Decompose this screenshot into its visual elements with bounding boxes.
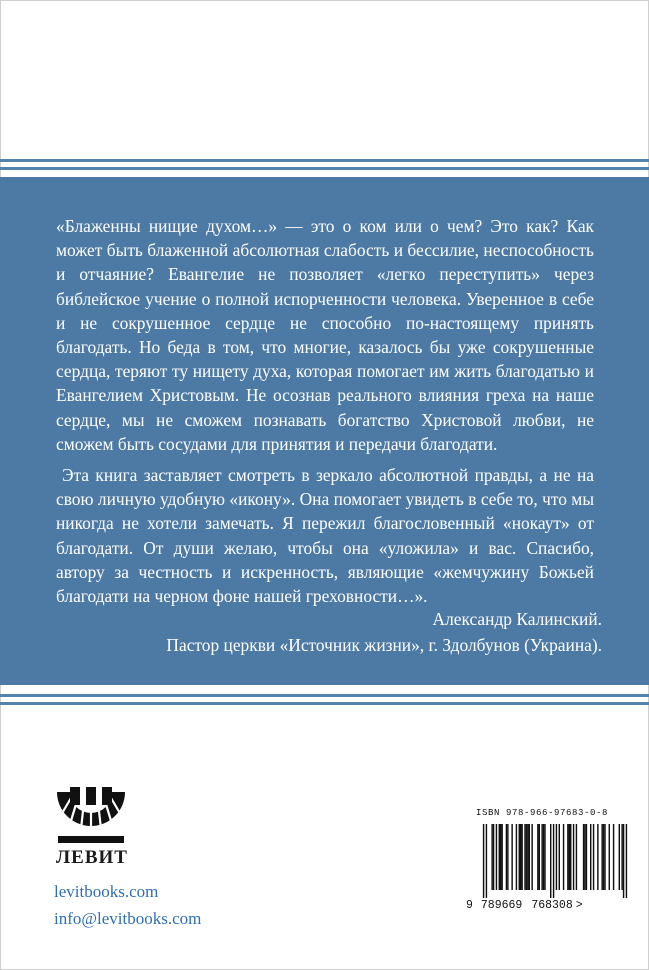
- barcode-first-digit: 9: [466, 899, 473, 912]
- barcode-bar: [590, 824, 591, 890]
- barcode-quiet-mark: >: [575, 899, 583, 912]
- barcode-bar: [539, 824, 540, 890]
- barcode-bar: [570, 824, 571, 890]
- publisher-website-link[interactable]: levitbooks.com: [54, 882, 159, 901]
- publisher-logo-icon: [54, 786, 128, 844]
- barcode-bar: [609, 824, 610, 890]
- publisher-name: ЛЕВИТ: [56, 847, 128, 868]
- barcode-bar: [520, 824, 521, 890]
- barcode-bar: [556, 824, 557, 890]
- barcode-bar: [507, 824, 508, 890]
- barcode-bar: [567, 824, 568, 890]
- barcode-bar: [576, 824, 577, 890]
- isbn-label: ISBN 978-966-97683-0-8: [476, 808, 609, 818]
- barcode-bar: [496, 824, 497, 890]
- barcode-bar: [516, 824, 517, 890]
- barcode-bar: [569, 824, 570, 890]
- isbn-barcode: [480, 824, 630, 898]
- blurb-paragraph-2: Эта книга заставляет смотреть в зеркало абсолютной правды, а не на свою личную удобную «икону». Она помогает увидеть в себе то, что мы никогда не хотели замечать. Я пережил благословенный «нокаут» от благодати. От души желаю, чтобы она «уложила» и вас. Спасибо, автору за честность и искренность, являющие «жемчужину Божьей благодати на черном фоне нашей греховности…».: [56, 465, 594, 607]
- barcode-bar: [597, 824, 598, 890]
- barcode-bar: [623, 824, 624, 898]
- barcode-bar: [524, 824, 525, 890]
- barcode-bar: [501, 824, 502, 890]
- barcode-bar: [613, 824, 614, 890]
- bottom-stripe-inner: [0, 694, 649, 697]
- barcode-bar: [499, 824, 500, 890]
- barcode-bar: [537, 824, 538, 890]
- signature-title: Пастор церкви «Источник жизни», г. Здолбунов (Украина).: [166, 635, 602, 655]
- barcode-bar: [604, 824, 605, 890]
- barcode-right-group: 768308: [531, 899, 573, 912]
- barcode-bar: [491, 824, 492, 890]
- barcode-bar: [526, 824, 527, 890]
- barcode-bar: [583, 824, 584, 890]
- barcode-bar: [593, 824, 594, 890]
- blurb-paragraph-1: «Блаженны нищие духом…» — это о ком или о чем? Это как? Как может быть блаженной абсолютная слабость и бессилие, неспособность и отчаяние? Евангелие не позволяет «легко переступить» через библейское учение о полной испорченности человека. Уверенное в себе и не сокрушенное сердце не способно по-настоящему принять благодать. Но беда в том, что многие, казалось бы уже сокрушенные сердца, теряют ту нищету духа, которая помогает им жить благодатью и Евангелием Христовым. Не осознав реального влияния греха на наше сердце, мы не сможем познавать богатство Христовой любви, не сможем быть сосудами для принятия и передачи благодати.: [56, 216, 594, 454]
- barcode-bar: [527, 824, 528, 890]
- barcode-bar: [541, 824, 542, 890]
- top-stripe-outer: [0, 159, 649, 162]
- barcode-bar: [553, 824, 554, 898]
- barcode-bar: [626, 824, 627, 898]
- barcode-bar: [529, 824, 530, 890]
- barcode-bar: [486, 824, 487, 898]
- publisher-email-link[interactable]: info@levitbooks.com: [54, 909, 202, 928]
- barcode-bar: [506, 824, 507, 890]
- barcode-bar: [500, 824, 501, 890]
- barcode-bar: [621, 824, 622, 890]
- barcode-bar: [563, 824, 564, 890]
- barcode-bar: [544, 824, 545, 890]
- barcode-left-group: 789669: [480, 899, 523, 912]
- barcode-bar: [584, 824, 585, 890]
- barcode-bar: [521, 824, 522, 890]
- barcode-bar: [493, 824, 494, 890]
- signature-name: Александр Калинский.: [432, 609, 602, 629]
- barcode-bar: [601, 824, 602, 890]
- barcode-bar: [543, 824, 544, 890]
- barcode-digits: [466, 899, 636, 912]
- barcode-bar: [586, 824, 587, 890]
- barcode-bar: [603, 824, 604, 890]
- barcode-bar: [519, 824, 520, 890]
- barcode-bar: [573, 824, 574, 890]
- bottom-stripe-outer: [0, 702, 649, 705]
- barcode-bar: [550, 824, 551, 898]
- top-stripe-inner: [0, 167, 649, 170]
- barcode-bar: [559, 824, 560, 890]
- barcode-bar: [619, 824, 620, 890]
- barcode-bar: [531, 824, 532, 890]
- barcode-bar: [511, 824, 512, 890]
- barcode-bar: [483, 824, 484, 898]
